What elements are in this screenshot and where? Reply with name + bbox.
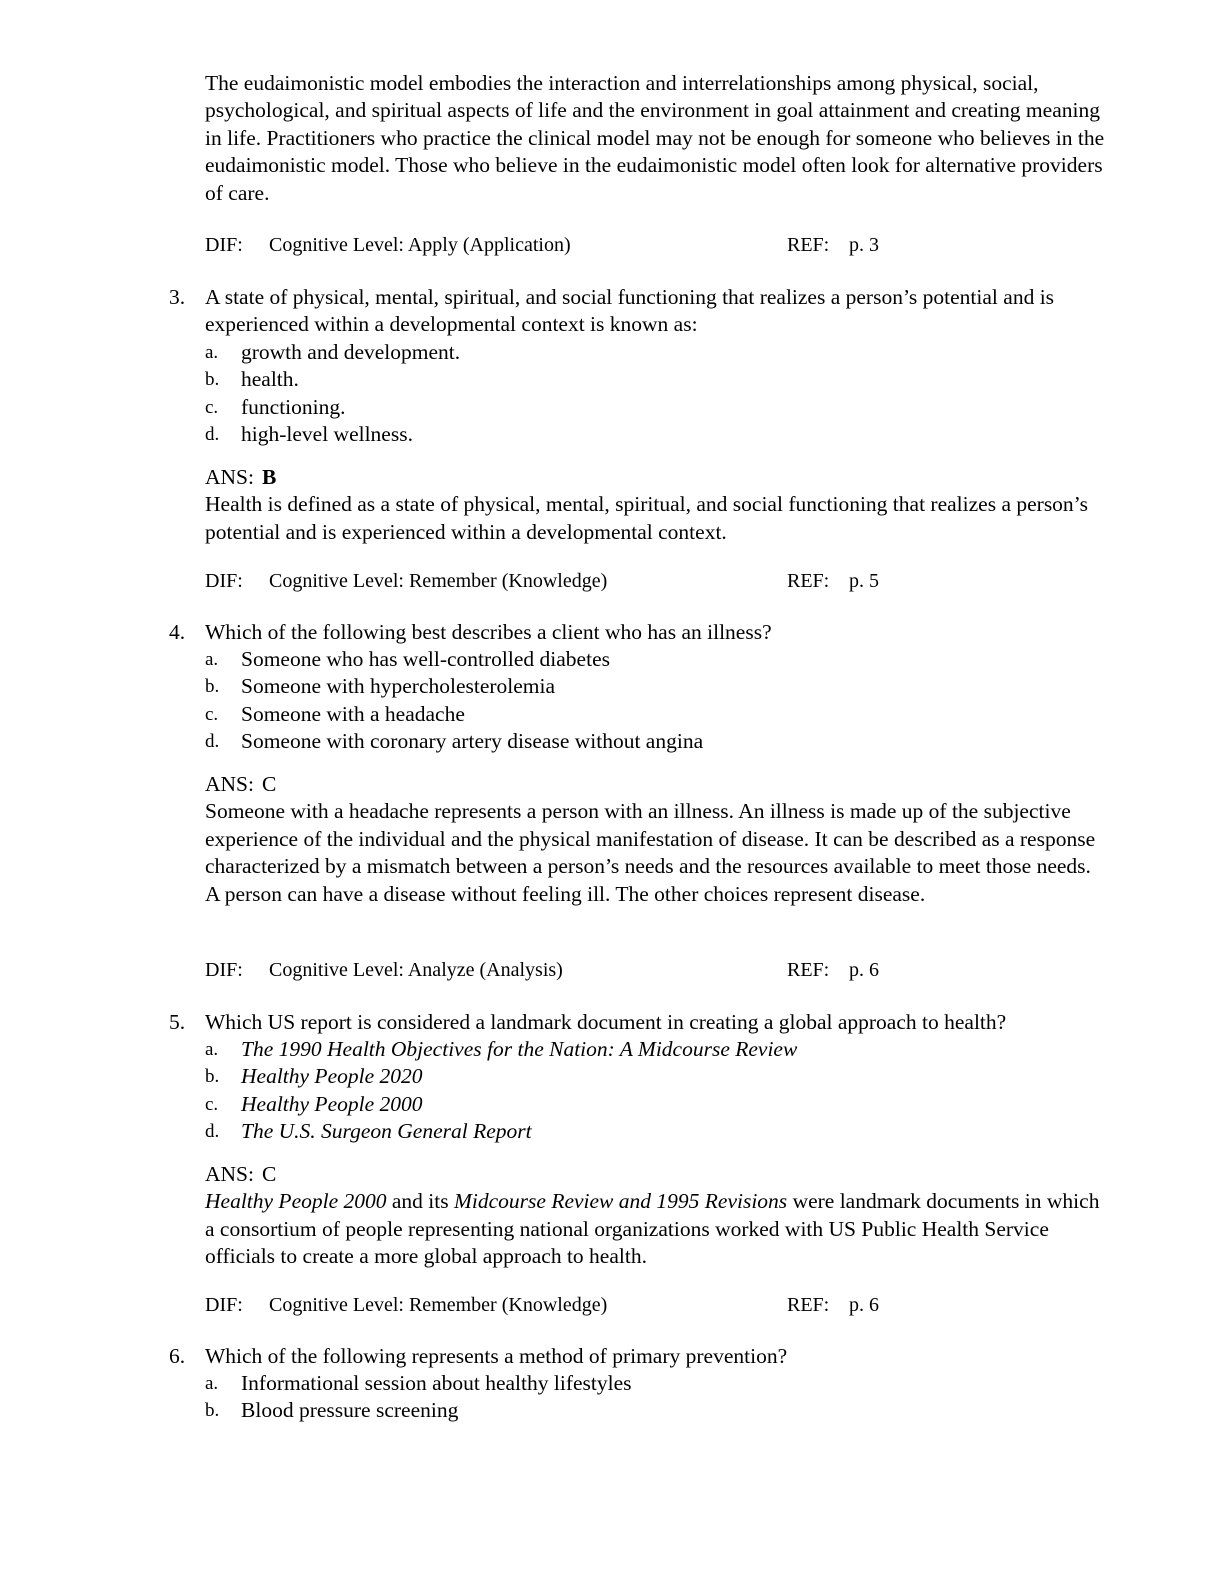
option-letter: c.: [205, 1093, 219, 1115]
ref-value: p. 3: [849, 234, 879, 256]
options-list: [205, 646, 1105, 756]
question-stem: [205, 619, 1105, 646]
option-text: The U.S. Surgeon General Report: [241, 1119, 532, 1144]
option-letter: c.: [205, 703, 219, 725]
option-a: [205, 1036, 1105, 1063]
option-d: [205, 1118, 1105, 1145]
option-text: Someone with coronary artery disease without angina: [241, 729, 704, 754]
rationale-text-1: and its: [386, 1189, 454, 1214]
answer-line: [205, 1161, 1105, 1188]
option-letter: c.: [205, 396, 219, 418]
dif-value: Cognitive Level: Analyze (Analysis): [269, 959, 563, 981]
dif-label: DIF:: [205, 959, 243, 981]
answer-rationale: [205, 491, 1105, 546]
answer-block: [205, 464, 1105, 546]
dif-label: DIF:: [205, 1294, 243, 1316]
answer-line: [205, 464, 1105, 491]
rationale-text: Health is defined as a state of physical, mental, spiritual, and social functioning that realizes a person’s potential and is experienced within a developmental context.: [205, 492, 1089, 544]
option-c: [205, 1091, 1105, 1118]
options-list: [205, 1036, 1105, 1146]
question-stem: [205, 284, 1105, 339]
question-stem-text: Which of the following represents a method of primary prevention?: [205, 1344, 788, 1368]
answer-block: [205, 771, 1105, 908]
option-letter: b.: [205, 1400, 220, 1422]
ref-value: p. 6: [849, 959, 879, 981]
intro-rationale: [205, 70, 1105, 207]
option-letter: d.: [205, 1121, 220, 1143]
answer-rationale: [205, 1188, 1105, 1270]
option-letter: b.: [205, 676, 220, 698]
question-4-meta: [205, 957, 905, 984]
option-text: Someone who has well-controlled diabetes: [241, 647, 610, 671]
option-letter: d.: [205, 424, 220, 446]
ref-value: p. 6: [849, 1294, 879, 1316]
option-letter: a.: [205, 649, 219, 670]
rationale-text-2: were landmark documents in which a consortium of people representing national organizations worked with US Public Health Service officials to create a more global approach to health.: [205, 1189, 1100, 1269]
option-c: [205, 394, 1105, 421]
option-letter: b.: [205, 1066, 220, 1088]
option-b: [205, 366, 1105, 393]
option-letter: a.: [205, 342, 219, 363]
option-letter: b.: [205, 369, 220, 391]
question-stem-text: Which US report is considered a landmark document in creating a global approach to health?: [205, 1010, 1007, 1034]
question-number: 5.: [169, 1010, 186, 1034]
option-c: [205, 701, 1105, 728]
option-text: Someone with hypercholesterolemia: [241, 674, 556, 699]
answer-letter: B: [261, 465, 277, 489]
option-text: Someone with a headache: [241, 701, 465, 726]
option-text: Informational session about healthy lifestyles: [241, 1371, 632, 1395]
option-text: growth and development.: [241, 340, 461, 364]
option-text: high-level wellness.: [241, 422, 413, 447]
answer-line: [205, 771, 1105, 798]
ref-label: REF:: [787, 234, 830, 256]
option-letter: a.: [205, 1039, 219, 1060]
ref-label: REF:: [787, 959, 830, 981]
answer-letter: C: [261, 772, 277, 796]
rationale-italic-2: Midcourse Review and 1995 Revisions: [454, 1189, 788, 1214]
option-d: [205, 421, 1105, 448]
option-text: health.: [241, 367, 299, 392]
rationale-text: Someone with a headache represents a person with an illness. An illness is made up of the subjective experience of the individual and the physical manifestation of disease. It can be described as a response characterized by a mismatch between a person’s needs and the resources available to meet those needs. A person can have a disease without feeling ill. The other choices represent disease.: [205, 799, 1096, 906]
answer-label: ANS:: [205, 465, 254, 489]
options-list: [205, 339, 1105, 449]
options-list: [205, 1370, 1105, 1425]
question-stem-text: Which of the following best describes a client who has an illness?: [205, 620, 772, 644]
option-a: [205, 339, 1105, 366]
question-number: 4.: [169, 620, 186, 644]
ref-label: REF:: [787, 1294, 830, 1316]
option-text: The 1990 Health Objectives for the Nation: A Midcourse Review: [241, 1037, 798, 1061]
option-b: [205, 673, 1105, 700]
intro-meta: [205, 232, 905, 259]
question-3-meta: [205, 568, 905, 595]
option-letter: d.: [205, 731, 220, 753]
dif-value: Cognitive Level: Remember (Knowledge): [269, 570, 608, 592]
question-stem: [205, 1343, 1105, 1370]
option-a: [205, 1370, 1105, 1397]
answer-block: [205, 1161, 1105, 1271]
question-stem-text: A state of physical, mental, spiritual, and social functioning that realizes a person’s potential and is experienced within a developmental context is known as:: [205, 285, 1055, 337]
dif-value: Cognitive Level: Remember (Knowledge): [269, 1294, 608, 1316]
answer-label: ANS:: [205, 772, 254, 796]
question-number: 6.: [169, 1344, 186, 1368]
question-5-meta: [205, 1292, 905, 1319]
option-text: Healthy People 2020: [241, 1064, 423, 1089]
option-d: [205, 728, 1105, 755]
answer-rationale: [205, 798, 1105, 908]
question-stem: [205, 1009, 1105, 1036]
ref-value: p. 5: [849, 570, 879, 592]
option-b: [205, 1397, 1105, 1424]
dif-label: DIF:: [205, 234, 243, 256]
rationale-text: [205, 1188, 1105, 1270]
option-letter: a.: [205, 1373, 219, 1394]
answer-label: ANS:: [205, 1162, 254, 1186]
option-text: Healthy People 2000: [241, 1091, 423, 1116]
option-b: [205, 1063, 1105, 1090]
rationale-italic-1: Healthy People 2000: [205, 1189, 387, 1214]
rationale-text: The eudaimonistic model embodies the interaction and interrelationships among physical, social, psychological, and spiritual aspects of life and the environment in goal attainment and creating meaning in life. Practitioners who practice the clinical model may not be enough for someone who believes in the eudaimonistic model. Those who believe in the eudaimonistic model often look for alternative providers of care.: [205, 71, 1105, 205]
ref-label: REF:: [787, 570, 830, 592]
option-text: functioning.: [241, 394, 346, 419]
option-text: Blood pressure screening: [241, 1398, 459, 1423]
dif-label: DIF:: [205, 570, 243, 592]
question-number: 3.: [169, 285, 186, 309]
dif-value: Cognitive Level: Apply (Application): [269, 234, 571, 256]
option-a: [205, 646, 1105, 673]
answer-letter: C: [261, 1162, 277, 1186]
